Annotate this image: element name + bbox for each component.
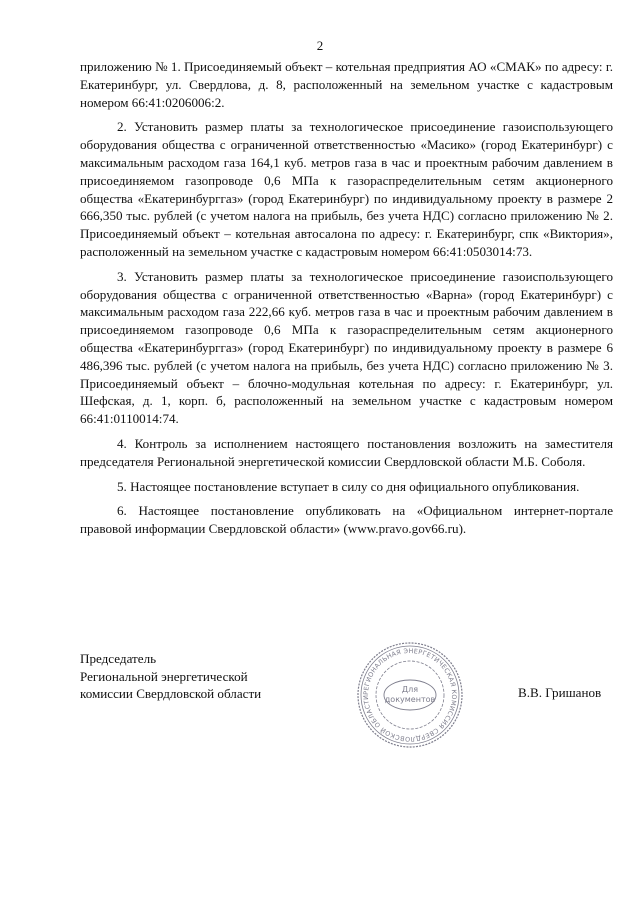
paragraph-4: 4. Контроль за исполнением настоящего постановления возложить на заместителя председателя Региональной энергетической комиссии Свердловской области М.Б. Соболя. [80, 435, 613, 469]
signer-title-line-2: Региональной энергетической [80, 668, 248, 684]
signer-title-line-1: Председатель [80, 651, 157, 666]
signature-title-block [80, 650, 261, 703]
page-number: 2 [316, 38, 324, 53]
signer-title-line-3: комиссии Свердловской области [80, 686, 262, 701]
seal-center-text-2: документов [384, 695, 436, 704]
paragraph-6: 6. Настоящее постановление опубликовать на «Официальном интернет-портале правовой информации Свердловской области» (www.pravo.gov66.ru). [80, 503, 613, 537]
signer-name: В.В. Гришанов [518, 685, 602, 700]
seal-graphic [355, 640, 465, 750]
paragraph-1-continuation: приложению № 1. Присоединяемый объект – котельная предприятия АО «СМАК» по адресу: г. Екатеринбург, ул. Свердлова, д. 8, расположенный на земельном участке с кадастровым номером 66:41:0206006:2. [80, 59, 613, 110]
official-seal-stamp [355, 640, 465, 750]
paragraph-2: 2. Установить размер платы за технологическое присоединение газоиспользующего оборудования общества с ограниченной ответственностью «Масико» (город Екатеринбург) с максимальным расходом газа 164,1 куб. метров газа в час и проектным рабочим давлением в присоединяемом газопроводе 0,6 МПа к газораспределительным сетям акционерного общества «Екатеринбурггаз» (город Екатеринбург) по индивидуальному проекту в размере 2 666,350 тыс. рублей (с учетом налога на прибыль, без учета НДС) согласно приложению № 2. Присоединяемый объект – котельная автосалона по адресу: г. Екатеринбург, спк «Виктория», расположенный на земельном участке с кадастровым номером 66:41:0503014:73. [80, 119, 613, 259]
seal-outer-text: РЕГИОНАЛЬНАЯ ЭНЕРГЕТИЧЕСКАЯ КОМИССИЯ СВЕРДЛОВСКОЙ ОБЛАСТИ [361, 646, 459, 744]
paragraph-5: 5. Настоящее постановление вступает в силу со дня официального опубликования. [117, 478, 580, 494]
seal-center-text-1: Для [401, 685, 419, 694]
paragraph-3: 3. Установить размер платы за технологическое присоединение газоиспользующего оборудования общества с ограниченной ответственностью «Варна» (город Екатеринбург) с максимальным расходом газа 222,66 куб. метров газа в час и проектным рабочим давлением в присоединяемом газопроводе 0,6 МПа к газораспределительным сетям акционерного общества «Екатеринбурггаз» (город Екатеринбург) по индивидуальному проекту в размере 6 486,396 тыс. рублей (с учетом налога на прибыль, без учета НДС) согласно приложению № 3. Присоединяемый объект – блочно-модульная котельная по адресу: г. Екатеринбург, ул. Шефская, д. 1, корп. б, расположенный на земельном участке с кадастровым номером 66:41:0110014:74. [80, 268, 613, 427]
document-body [80, 58, 613, 545]
